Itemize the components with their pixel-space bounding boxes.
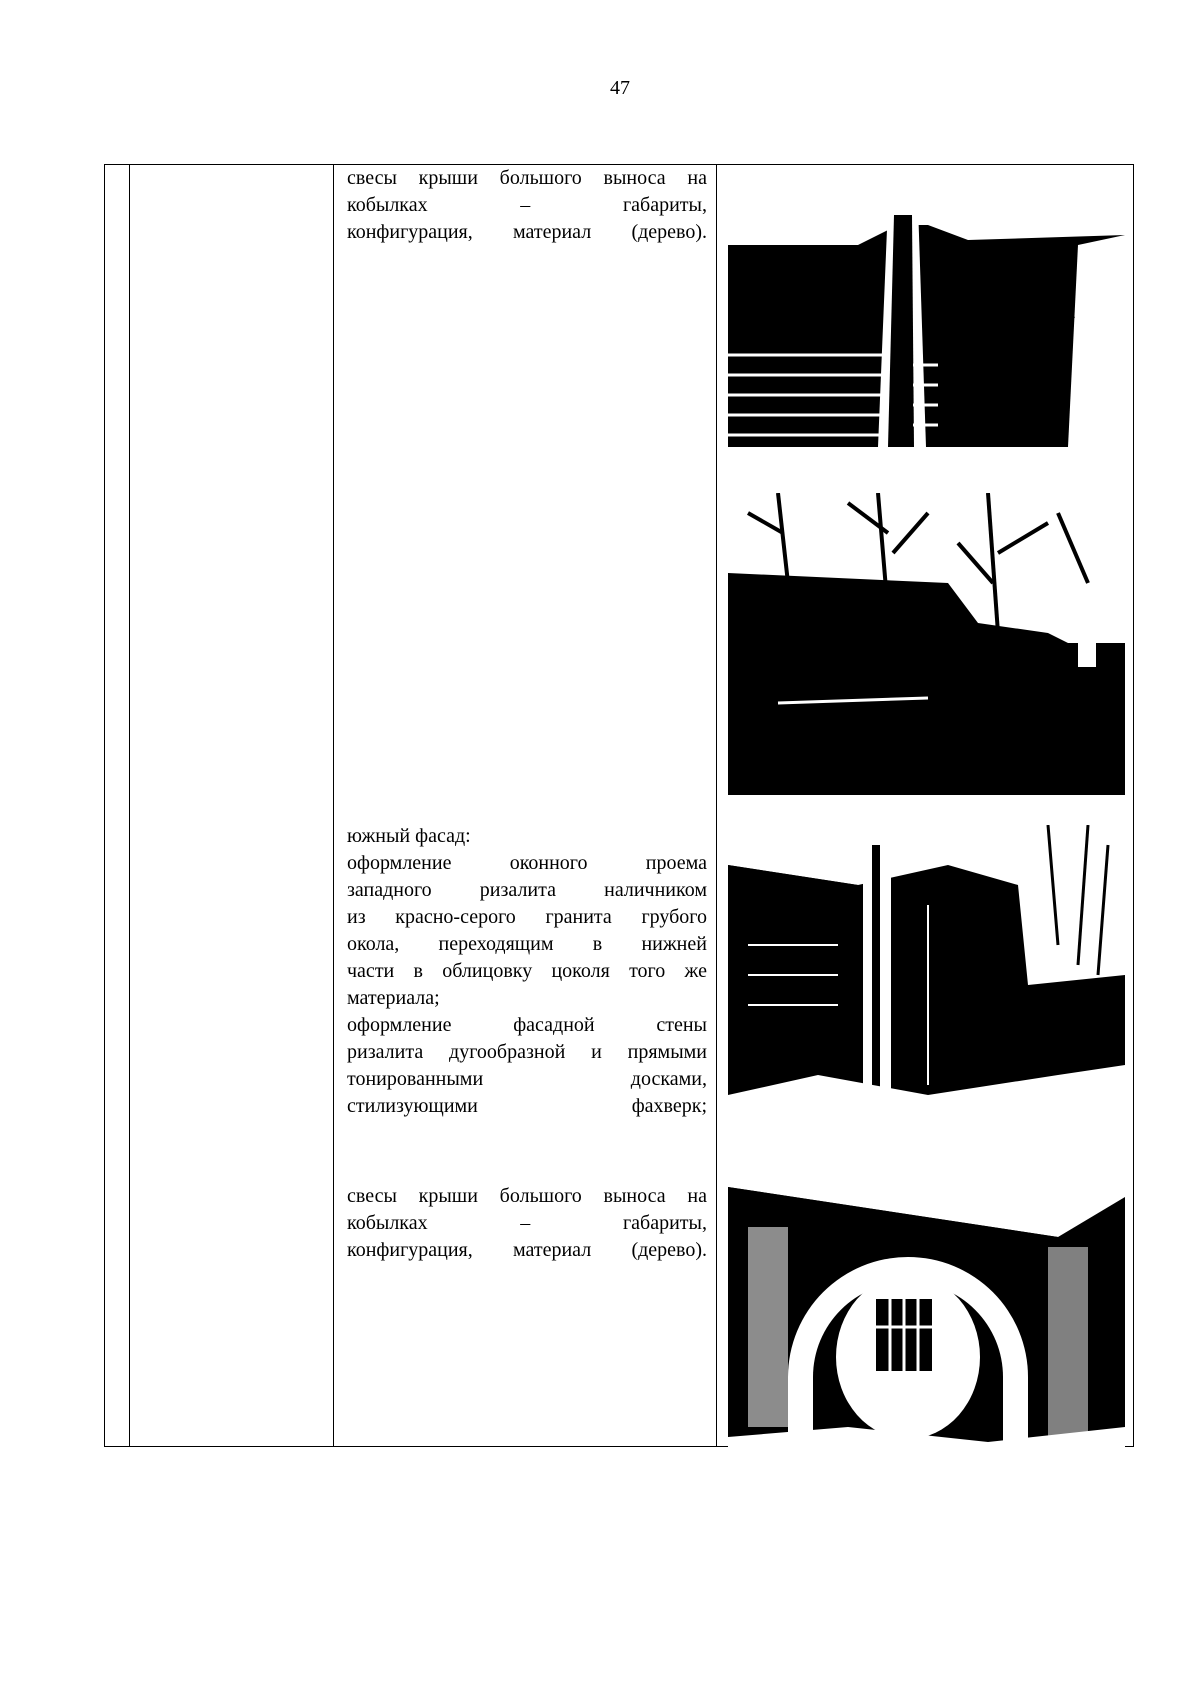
word: оконного — [509, 852, 588, 874]
word: в — [413, 960, 423, 982]
word: конфигурация, — [347, 221, 473, 243]
word: цоколя — [551, 960, 610, 982]
word: крыши — [418, 167, 478, 189]
word: наличником — [604, 879, 707, 901]
text-line — [347, 165, 707, 192]
column-divider — [129, 165, 130, 1446]
word: материал — [512, 221, 592, 243]
word: свесы — [347, 1185, 397, 1207]
word: же — [684, 960, 707, 982]
word: грубого — [641, 906, 707, 928]
word: габариты, — [622, 194, 707, 216]
word: западного — [347, 879, 432, 901]
page-number: 47 — [610, 77, 630, 99]
word: окола, — [347, 933, 400, 955]
word: кобылках — [347, 194, 428, 216]
word: стены — [656, 1014, 707, 1036]
word: стилизующими — [347, 1095, 478, 1117]
text-line — [347, 823, 707, 850]
word: гранита — [545, 906, 612, 928]
text-line — [347, 1039, 707, 1066]
word: конфигурация, — [347, 1239, 473, 1261]
word: выноса — [603, 1185, 666, 1207]
word: материала; — [347, 987, 440, 1009]
word: выноса — [603, 167, 666, 189]
word: габариты, — [622, 1212, 707, 1234]
word: того — [629, 960, 666, 982]
text-line — [347, 1066, 707, 1093]
word: тонированными — [347, 1068, 484, 1090]
word: материал — [512, 1239, 592, 1261]
word: в — [592, 933, 603, 955]
word: переходящим — [438, 933, 554, 955]
text-line — [347, 931, 707, 958]
word: – — [520, 194, 531, 216]
word: прямыми — [627, 1041, 707, 1063]
text-line — [347, 1237, 707, 1264]
house-behind-trees-photo — [728, 493, 1125, 795]
word: на — [687, 167, 707, 189]
word: на — [687, 1185, 707, 1207]
word: большого — [499, 167, 582, 189]
word: облицовку — [442, 960, 533, 982]
word: ризалита — [479, 879, 556, 901]
word: красно-серого — [395, 906, 516, 928]
column-divider — [716, 165, 717, 1446]
word: большого — [499, 1185, 582, 1207]
description-south-facade — [347, 823, 707, 1120]
word: из — [347, 906, 366, 928]
text-line — [347, 1210, 707, 1237]
word: досками, — [630, 1068, 707, 1090]
description-roof-eaves-top — [347, 165, 707, 246]
word: – — [520, 1212, 531, 1234]
word: и — [591, 1041, 602, 1063]
text-line — [347, 985, 707, 1012]
text-line — [347, 192, 707, 219]
arched-window-facade-photo — [728, 1157, 1125, 1459]
document-table — [104, 164, 1134, 1447]
word: (дерево). — [631, 221, 707, 243]
word: кобылках — [347, 1212, 428, 1234]
text-line — [347, 1183, 707, 1210]
word: ризалита — [347, 1041, 424, 1063]
text-line — [347, 1093, 707, 1120]
text-line — [347, 958, 707, 985]
word: части — [347, 960, 395, 982]
column-divider — [333, 165, 334, 1446]
word: (дерево). — [631, 1239, 707, 1261]
word: проема — [645, 852, 707, 874]
south-facade-birch-photo — [728, 825, 1125, 1127]
word: дугообразной — [449, 1041, 566, 1063]
word: крыши — [418, 1185, 478, 1207]
word: свесы — [347, 167, 397, 189]
roof-eaves-chimney-photo — [728, 205, 1125, 447]
text-line — [347, 1012, 707, 1039]
word: южный фасад: — [347, 825, 471, 847]
word: нижней — [641, 933, 707, 955]
text-line — [347, 219, 707, 246]
word: фасадной — [513, 1014, 595, 1036]
text-line — [347, 877, 707, 904]
description-roof-eaves-bottom — [347, 1183, 707, 1264]
word: фахверк; — [631, 1095, 707, 1117]
word: оформление — [347, 852, 452, 874]
text-line — [347, 850, 707, 877]
text-line — [347, 904, 707, 931]
word: оформление — [347, 1014, 452, 1036]
